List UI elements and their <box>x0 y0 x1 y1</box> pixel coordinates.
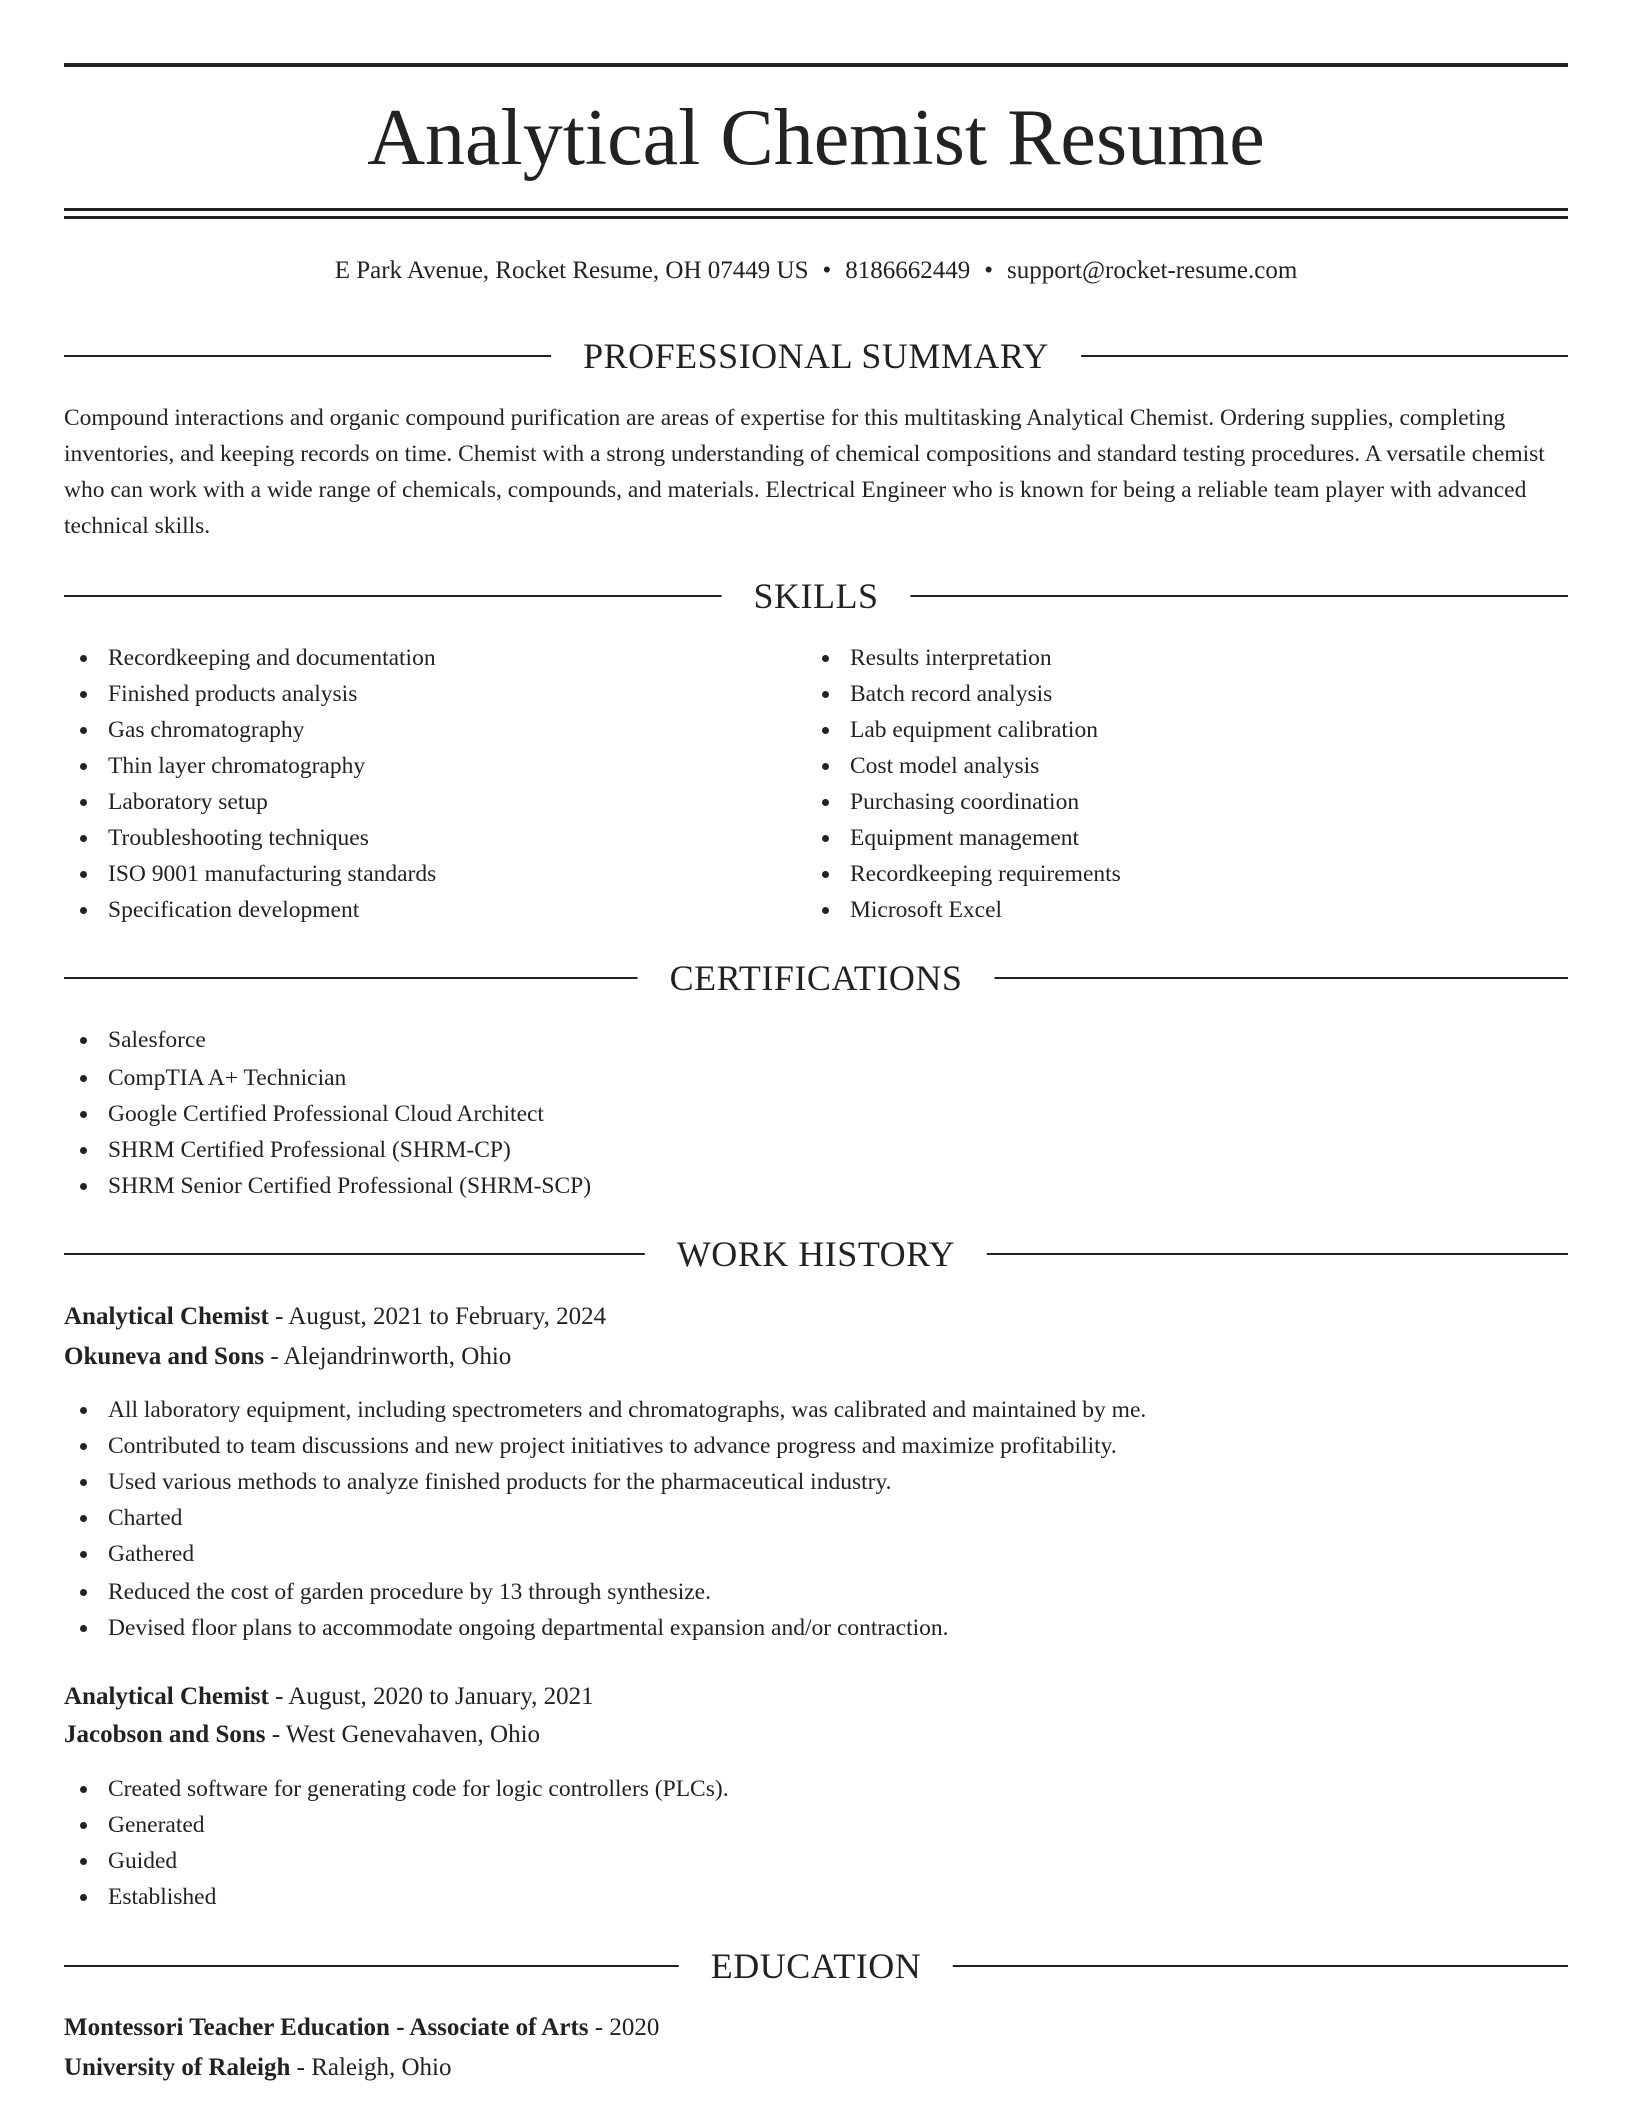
skill-item: Recordkeeping and documentation <box>64 640 804 676</box>
title-rule-lower <box>64 216 1568 219</box>
job-bullet: Devised floor plans to accommodate ongoing departmental expansion and/or contraction. <box>64 1610 1568 1646</box>
job-location: - Alejandrinworth, Ohio <box>264 1343 512 1370</box>
job-bullet: Generated <box>64 1807 1568 1843</box>
job-dates: - August, 2020 to January, 2021 <box>268 1683 594 1710</box>
education-degree-line <box>64 2010 659 2046</box>
job-bullet: Charted <box>64 1500 1568 1536</box>
education-location: - Raleigh, Ohio <box>290 2054 452 2081</box>
job-bullet: Contributed to team discussions and new project initiatives to advance progress and maximize profitability. <box>64 1428 1568 1464</box>
education-year: - 2020 <box>588 2014 660 2041</box>
job-dates: - August, 2021 to February, 2024 <box>268 1303 607 1330</box>
skill-item: Microsoft Excel <box>806 892 1546 928</box>
skills-heading: SKILLS <box>721 574 910 618</box>
education-school: University of Raleigh <box>64 2054 291 2081</box>
work-heading: WORK HISTORY <box>645 1232 987 1276</box>
job-bullet: Created software for generating code for logic controllers (PLCs). <box>64 1771 1568 1807</box>
skill-item: Cost model analysis <box>806 748 1546 784</box>
summary-section-header <box>64 334 1568 378</box>
work-section-header <box>64 1232 1568 1276</box>
skill-item: ISO 9001 manufacturing standards <box>64 856 804 892</box>
job-title-line <box>64 1679 594 1715</box>
skill-item: Results interpretation <box>806 640 1546 676</box>
job-bullet: Reduced the cost of garden procedure by 13 through synthesize. <box>64 1574 1568 1610</box>
skill-item: Gas chromatography <box>64 712 804 748</box>
skill-item: Laboratory setup <box>64 784 804 820</box>
job-company-line <box>64 1339 511 1375</box>
job-bullets <box>64 1771 1568 1915</box>
certification-item: SHRM Certified Professional (SHRM-CP) <box>64 1132 1568 1168</box>
job-company-line <box>64 1717 540 1753</box>
skill-item: Thin layer chromatography <box>64 748 804 784</box>
job-title: Analytical Chemist <box>64 1303 269 1330</box>
skill-item: Equipment management <box>806 820 1546 856</box>
education-degree: Montessori Teacher Education - Associate of Arts <box>64 2014 589 2041</box>
job-bullet: All laboratory equipment, including spectrometers and chromatographs, was calibrated and maintained by me. <box>64 1392 1568 1428</box>
page-title: Analytical Chemist Resume <box>367 94 1265 182</box>
skill-item: Troubleshooting techniques <box>64 820 804 856</box>
job-location: - West Genevahaven, Ohio <box>265 1721 541 1748</box>
certification-item: CompTIA A+ Technician <box>64 1060 1568 1096</box>
title-rule-upper <box>64 208 1568 211</box>
contact-email: support@rocket-resume.com <box>1007 257 1298 284</box>
certifications-section-header <box>64 956 1568 1000</box>
summary-text: Compound interactions and organic compound purification are areas of expertise for this multitasking Analytical Chemist. Ordering supplies, completing inventories, and keeping records on time. Chemist with a strong understanding of chemical compositions and standard testing procedures. A versatile chemist who can work with a wide range of chemicals, compounds, and materials. Electrical Engineer who is known for being a reliable team player with advanced technical skills. <box>64 405 1545 539</box>
job-bullet: Guided <box>64 1843 1568 1879</box>
skill-item: Batch record analysis <box>806 676 1546 712</box>
skill-item: Recordkeeping requirements <box>806 856 1546 892</box>
contact-line <box>64 254 1568 288</box>
job-company: Okuneva and Sons <box>64 1343 265 1370</box>
skill-item: Lab equipment calibration <box>806 712 1546 748</box>
certifications-heading: CERTIFICATIONS <box>638 956 995 1000</box>
top-rule <box>64 63 1568 67</box>
education-heading: EDUCATION <box>679 1944 953 1988</box>
skills-list-left <box>64 640 804 928</box>
skills-section-header <box>64 574 1568 618</box>
certifications-list <box>64 1022 1568 1204</box>
job-bullet: Established <box>64 1879 1568 1915</box>
certification-item: Salesforce <box>64 1022 1568 1058</box>
contact-address: E Park Avenue, Rocket Resume, OH 07449 US <box>334 257 809 284</box>
education-section-header <box>64 1944 1568 1988</box>
contact-separator: • <box>984 257 993 284</box>
summary-heading: PROFESSIONAL SUMMARY <box>551 334 1081 378</box>
job-bullet: Gathered <box>64 1536 1568 1572</box>
skill-item: Purchasing coordination <box>806 784 1546 820</box>
job-company: Jacobson and Sons <box>64 1721 266 1748</box>
skill-item: Specification development <box>64 892 804 928</box>
job-title: Analytical Chemist <box>64 1683 269 1710</box>
certification-item: Google Certified Professional Cloud Architect <box>64 1096 1568 1132</box>
skills-list-right <box>806 640 1546 928</box>
contact-phone: 8186662449 <box>845 257 971 284</box>
job-bullet: Used various methods to analyze finished products for the pharmaceutical industry. <box>64 1464 1568 1500</box>
job-bullets <box>64 1392 1568 1646</box>
contact-separator: • <box>822 257 832 284</box>
skill-item: Finished products analysis <box>64 676 804 712</box>
education-school-line <box>64 2050 451 2086</box>
certification-item: SHRM Senior Certified Professional (SHRM-SCP) <box>64 1168 1568 1204</box>
job-title-line <box>64 1299 606 1335</box>
